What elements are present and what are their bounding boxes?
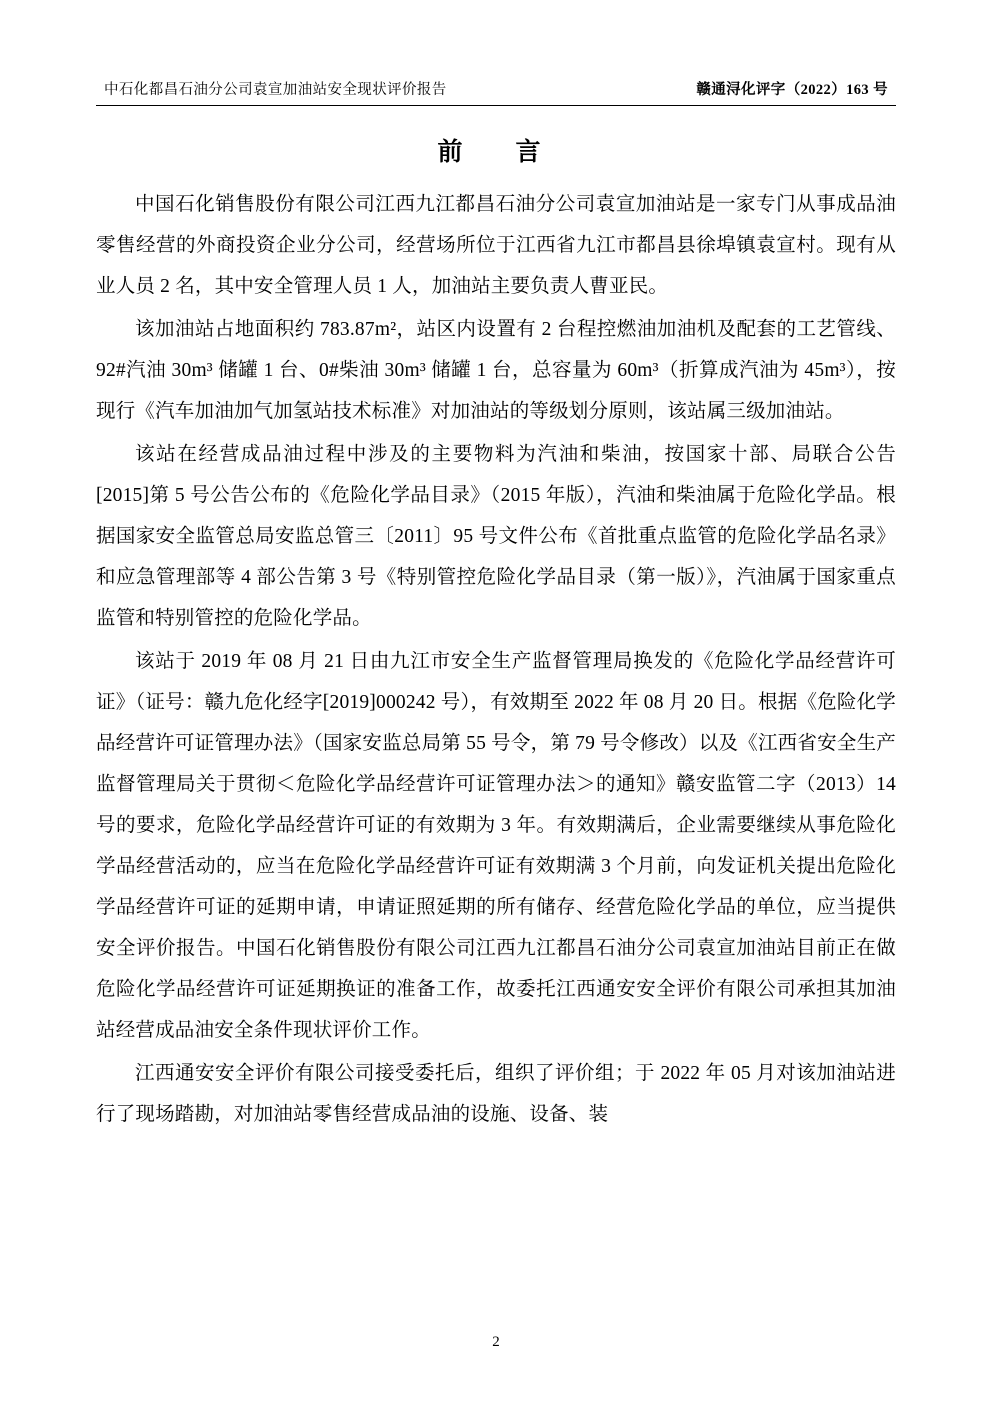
document-body xyxy=(96,184,896,1135)
header-document-number: 赣通浔化评字（2022）163 号 xyxy=(696,82,888,98)
paragraph: 该加油站占地面积约 783.87m²，站区内设置有 2 台程控燃油加油机及配套的工艺管线、92#汽油 30m³ 储罐 1 台、0#柴油 30m³ 储罐 1 台，总容量为 60m³（折算成汽油为 45m³），按现行《汽车加油加气加氢站技术标准》对加油站的等级划分原则，该站属三级加油站。 xyxy=(96,319,896,422)
header-report-title: 中石化都昌石油分公司袁宣加油站安全现状评价报告 xyxy=(104,82,447,98)
paragraph: 该站于 2019 年 08 月 21 日由九江市安全生产监督管理局换发的《危险化学品经营许可证》（证号：赣九危化经字[2019]000242 号），有效期至 2022 年 08 月 20 日。根据《危险化学品经营许可证管理办法》（国家安监总局第 55 号令，第 79 号令修改）以及《江西省安全生产监督管理局关于贯彻＜危险化学品经营许可证管理办法＞的通知》赣安监管二字（2013）14 号的要求，危险化学品经营许可证的有效期为 3 年。有效期满后，企业需要继续从事危险化学品经营活动的，应当在危险化学品经营许可证有效期满 3 个月前，向发证机关提出危险化学品经营许可证的延期申请，申请证照延期的所有储存、经营危险化学品的单位，应当提供安全评价报告。中国石化销售股份有限公司江西九江都昌石油分公司袁宣加油站目前正在做危险化学品经营许可证延期换证的准备工作，故委托江西通安安全评价有限公司承担其加油站经营成品油安全条件现状评价工作。 xyxy=(96,651,896,1041)
paragraph: 该站在经营成品油过程中涉及的主要物料为汽油和柴油，按国家十部、局联合公告[2015]第 5 号公告公布的《危险化学品目录》（2015 年版），汽油和柴油属于危险化学品。根据国家安全监管总局安监总管三〔2011〕95 号文件公布《首批重点监管的危险化学品名录》和应急管理部等 4 部公告第 3 号《特别管控危险化学品目录（第一版）》，汽油属于国家重点监管和特别管控的危险化学品。 xyxy=(96,444,896,629)
page-number: 2 xyxy=(492,1334,500,1350)
page-title: 前 言 xyxy=(437,139,555,166)
paragraph: 中国石化销售股份有限公司江西九江都昌石油分公司袁宣加油站是一家专门从事成品油零售经营的外商投资企业分公司，经营场所位于江西省九江市都昌县徐埠镇袁宣村。现有从业人员 2 名，其中安全管理人员 1 人，加油站主要负责人曹亚民。 xyxy=(96,194,896,297)
page-header xyxy=(96,78,896,106)
paragraph: 江西通安安全评价有限公司接受委托后，组织了评价组；于 2022 年 05 月对该加油站进行了现场踏勘，对加油站零售经营成品油的设施、设备、装 xyxy=(96,1063,896,1125)
